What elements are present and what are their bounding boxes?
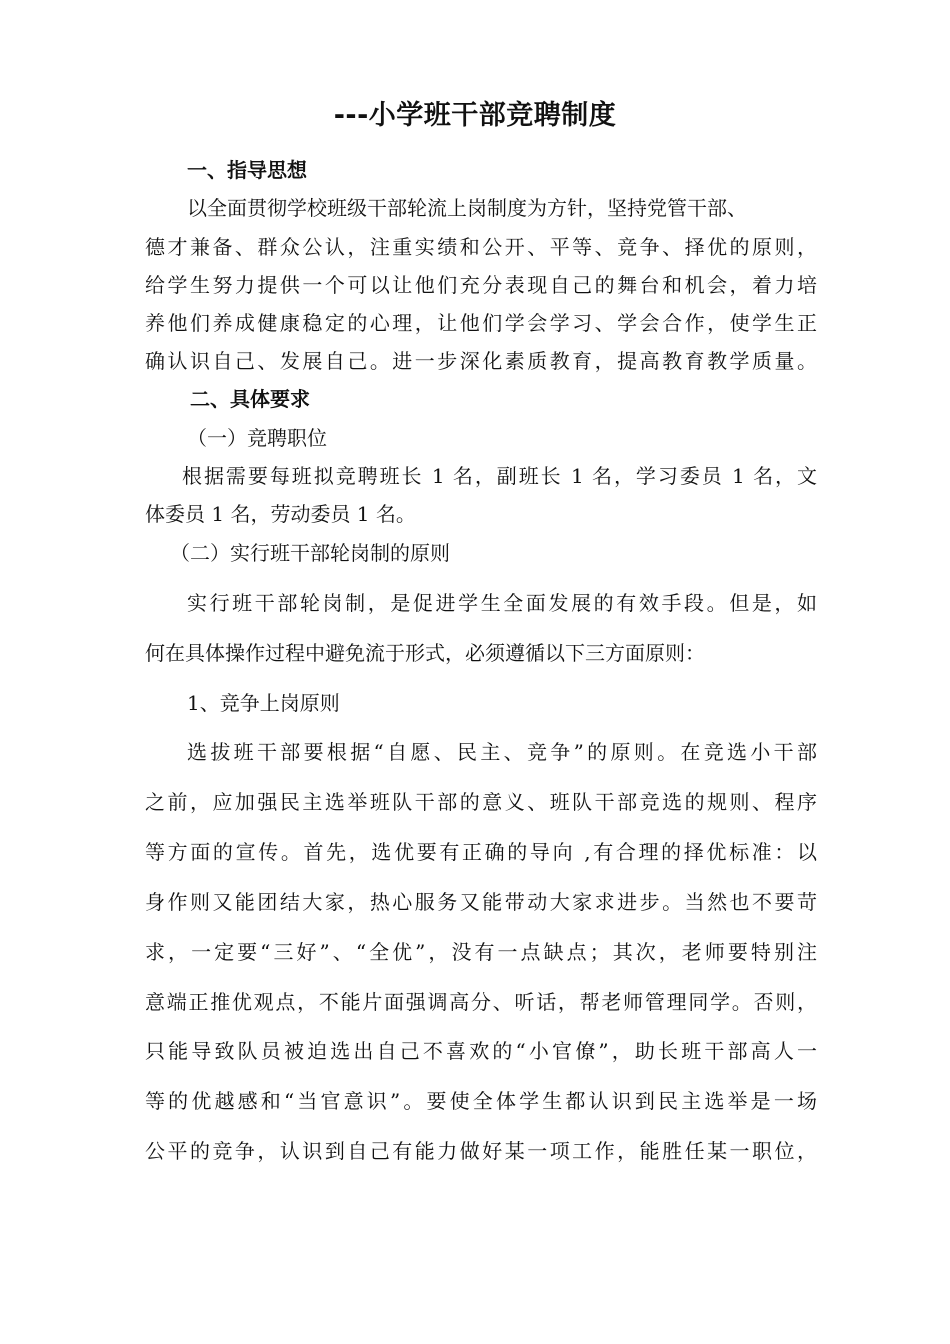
principle1-line-2: 之前，应加强民主选举班队干部的意义、班队干部竞选的规则、程序 (145, 790, 817, 814)
principle1-line-9: 公平的竞争，认识到自己有能力做好某一项工作，能胜任某一职位， (145, 1139, 817, 1163)
principle1-line-6: 意端正推优观点，不能片面强调高分、听话，帮老师管理同学。否则， (145, 990, 817, 1014)
section1-heading: 一、指导思想 (187, 158, 307, 182)
subsection1-line-2: 体委员 1 名，劳动委员 1 名。 (145, 502, 416, 526)
section1-line-2: 德才兼备、群众公认，注重实绩和公开、平等、竞争、择优的原则， (145, 235, 817, 259)
principle1-line-3: 等方面的宣传。首先，选优要有正确的导向 ,有合理的择优标准：以 (145, 840, 817, 864)
principle1-line-4: 身作则又能团结大家，热心服务又能带动大家求进步。当然也不要苛 (145, 890, 817, 914)
subsection1-heading: （一）竞聘职位 (187, 426, 327, 450)
subsection2-line-1: 实行班干部轮岗制，是促进学生全面发展的有效手段。但是，如 (187, 591, 817, 615)
section1-line-5: 确认识自己、发展自己。进一步深化素质教育，提高教育教学质量。 (145, 349, 817, 373)
subsection2-line-2: 何在具体操作过程中避免流于形式，必须遵循以下三方面原则： (145, 641, 705, 665)
section1-line-4: 养他们养成健康稳定的心理，让他们学会学习、学会合作，使学生正 (145, 311, 817, 335)
section1-line-1: 以全面贯彻学校班级干部轮流上岗制度为方针，坚持党管干部、 (187, 196, 747, 220)
principle1-heading: 1、竞争上岗原则 (187, 691, 340, 715)
subsection2-heading: （二）实行班干部轮岗制的原则 (170, 541, 450, 565)
principle1-line-1: 选拔班干部要根据“自愿、民主、竞争”的原则。在竞选小干部 (187, 740, 817, 764)
principle1-line-7: 只能导致队员被迫选出自己不喜欢的“小官僚”，助长班干部高人一 (145, 1039, 817, 1063)
principle1-line-8: 等的优越感和“当官意识”。要使全体学生都认识到民主选举是一场 (145, 1089, 817, 1113)
subsection1-line-1: 根据需要每班拟竞聘班长 1 名，副班长 1 名，学习委员 1 名，文 (182, 464, 817, 488)
document-title: ---小学班干部竞聘制度 (333, 100, 617, 131)
section1-line-3: 给学生努力提供一个可以让他们充分表现自己的舞台和机会，着力培 (145, 273, 817, 297)
section2-heading: 二、具体要求 (190, 387, 310, 411)
principle1-line-5: 求，一定要“三好”、“全优”，没有一点缺点；其次，老师要特别注 (145, 940, 817, 964)
